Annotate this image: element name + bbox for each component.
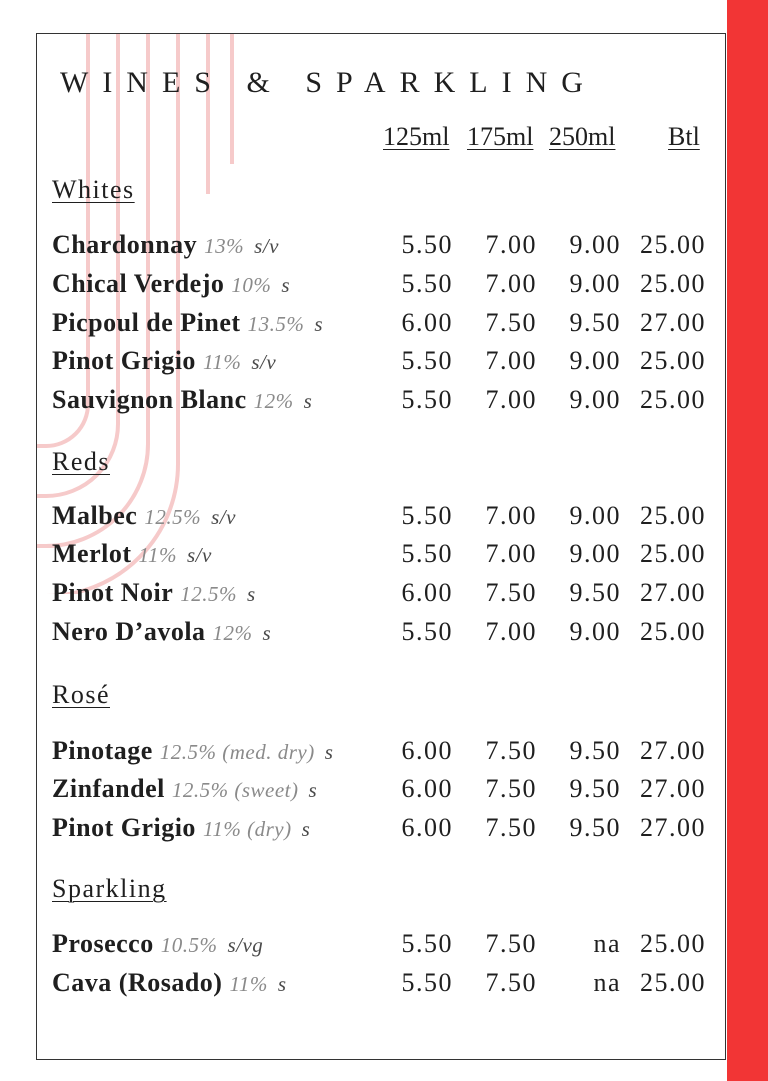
price-250ml: 9.50 [569,813,621,842]
wine-tag: s [308,778,318,802]
wine-row [0,385,727,423]
price-bottle: 25.00 [640,617,706,646]
wine-name: Pinot Noir [52,578,174,607]
wine-abv: 12.5% [144,505,202,529]
price-bottle: 27.00 [640,813,706,842]
price-175ml: 7.50 [485,968,537,997]
wine-name: Zinfandel [52,774,165,803]
wine-abv: 11% [202,350,242,374]
price-175ml: 7.50 [485,578,537,607]
price-175ml: 7.50 [485,813,537,842]
price-250ml: 9.00 [569,385,621,414]
wine-abv: 12% [253,389,294,413]
price-125ml: 5.50 [401,617,453,646]
price-125ml: 5.50 [401,269,453,298]
wine-abv: 11% [138,543,177,567]
price-175ml: 7.00 [485,617,537,646]
wine-tag: s [303,389,313,413]
wine-row [0,230,727,268]
price-125ml: 6.00 [401,813,453,842]
price-bottle: 25.00 [640,385,706,414]
wine-name: Pinot Grigio [52,346,196,375]
price-125ml: 6.00 [401,736,453,765]
section-title-rose: Rosé [52,680,110,709]
wine-row [0,929,727,967]
price-125ml: 5.50 [401,968,453,997]
price-bottle: 25.00 [640,929,706,958]
wine-abv: 12.5% [180,582,238,606]
wine-tag: s [324,740,334,764]
wine-tag: s [281,273,291,297]
price-250ml: na [593,929,621,958]
price-250ml: 9.00 [569,269,621,298]
wine-abv: 10.5% [160,933,218,957]
wine-tag: s/v [251,350,277,374]
wine-row [0,617,727,655]
wine-name: Sauvignon Blanc [52,385,247,414]
menu-title: WINES & SPARKLING [60,66,597,99]
price-250ml: 9.50 [569,736,621,765]
wine-row [0,269,727,307]
price-175ml: 7.00 [485,539,537,568]
price-250ml: 9.50 [569,578,621,607]
wine-name: Prosecco [52,929,154,958]
wine-abv: 13% [204,234,245,258]
section-title-reds: Reds [52,447,110,476]
price-175ml: 7.00 [485,230,537,259]
price-125ml: 6.00 [401,578,453,607]
wine-row [0,774,727,812]
price-250ml: 9.00 [569,539,621,568]
price-250ml: 9.00 [569,230,621,259]
price-125ml: 5.50 [401,230,453,259]
wine-row [0,736,727,774]
wine-tag: s [247,582,256,606]
column-175ml: 175ml [467,122,534,151]
wine-abv: 12% [212,621,253,645]
price-175ml: 7.50 [485,774,537,803]
wine-name: Chical Verdejo [52,269,225,298]
price-175ml: 7.50 [485,736,537,765]
wine-row [0,968,727,1006]
wine-name: Picpoul de Pinet [52,308,241,337]
price-125ml: 5.50 [401,929,453,958]
price-250ml: na [593,968,621,997]
wine-name: Pinotage [52,736,153,765]
price-125ml: 5.50 [401,385,453,414]
price-bottle: 25.00 [640,346,706,375]
price-175ml: 7.00 [485,269,537,298]
wine-abv: 10% [231,273,272,297]
price-bottle: 25.00 [640,501,706,530]
price-125ml: 6.00 [401,308,453,337]
wine-abv: 12.5% (med. dry) [159,740,315,764]
price-bottle: 27.00 [640,736,706,765]
price-bottle: 25.00 [640,539,706,568]
wine-name: Malbec [52,501,138,530]
wine-abv: 11% (dry) [202,817,292,841]
red-side-bar [727,0,768,1081]
price-bottle: 27.00 [640,308,706,337]
wine-row [0,539,727,577]
price-175ml: 7.00 [485,346,537,375]
price-250ml: 9.50 [569,774,621,803]
price-125ml: 5.50 [401,539,453,568]
column-bottle: Btl [668,122,700,151]
wine-name: Merlot [52,539,132,568]
section-title-whites: Whites [52,175,135,204]
price-250ml: 9.00 [569,346,621,375]
wine-tag: s [262,621,272,645]
price-250ml: 9.00 [569,501,621,530]
price-bottle: 25.00 [640,230,706,259]
column-125ml: 125ml [383,122,450,151]
price-bottle: 27.00 [640,578,706,607]
wine-name: Cava (Rosado) [52,968,223,997]
wine-row [0,813,727,851]
price-175ml: 7.00 [485,385,537,414]
wine-name: Nero D’avola [52,617,206,646]
price-175ml: 7.50 [485,929,537,958]
wine-tag: s/v [211,505,236,529]
wine-abv: 12.5% (sweet) [171,778,299,802]
column-250ml: 250ml [549,122,616,151]
wine-tag: s/vg [227,933,264,957]
price-bottle: 27.00 [640,774,706,803]
wine-row [0,501,727,539]
wine-name: Pinot Grigio [52,813,196,842]
wine-tag: s [314,312,323,336]
price-125ml: 5.50 [401,346,453,375]
wine-tag: s [301,817,311,841]
wine-row [0,308,727,346]
section-title-sparkling: Sparkling [52,874,167,903]
price-bottle: 25.00 [640,968,706,997]
wine-abv: 11% [229,972,268,996]
price-250ml: 9.00 [569,617,621,646]
wine-tag: s/v [254,234,279,258]
wine-abv: 13.5% [247,312,305,336]
price-bottle: 25.00 [640,269,706,298]
price-175ml: 7.00 [485,501,537,530]
price-125ml: 5.50 [401,501,453,530]
wine-tag: s [277,972,287,996]
price-250ml: 9.50 [569,308,621,337]
wine-tag: s/v [186,543,212,567]
wine-name: Chardonnay [52,230,198,259]
wine-row [0,346,727,384]
wine-row [0,578,727,616]
price-125ml: 6.00 [401,774,453,803]
price-175ml: 7.50 [485,308,537,337]
